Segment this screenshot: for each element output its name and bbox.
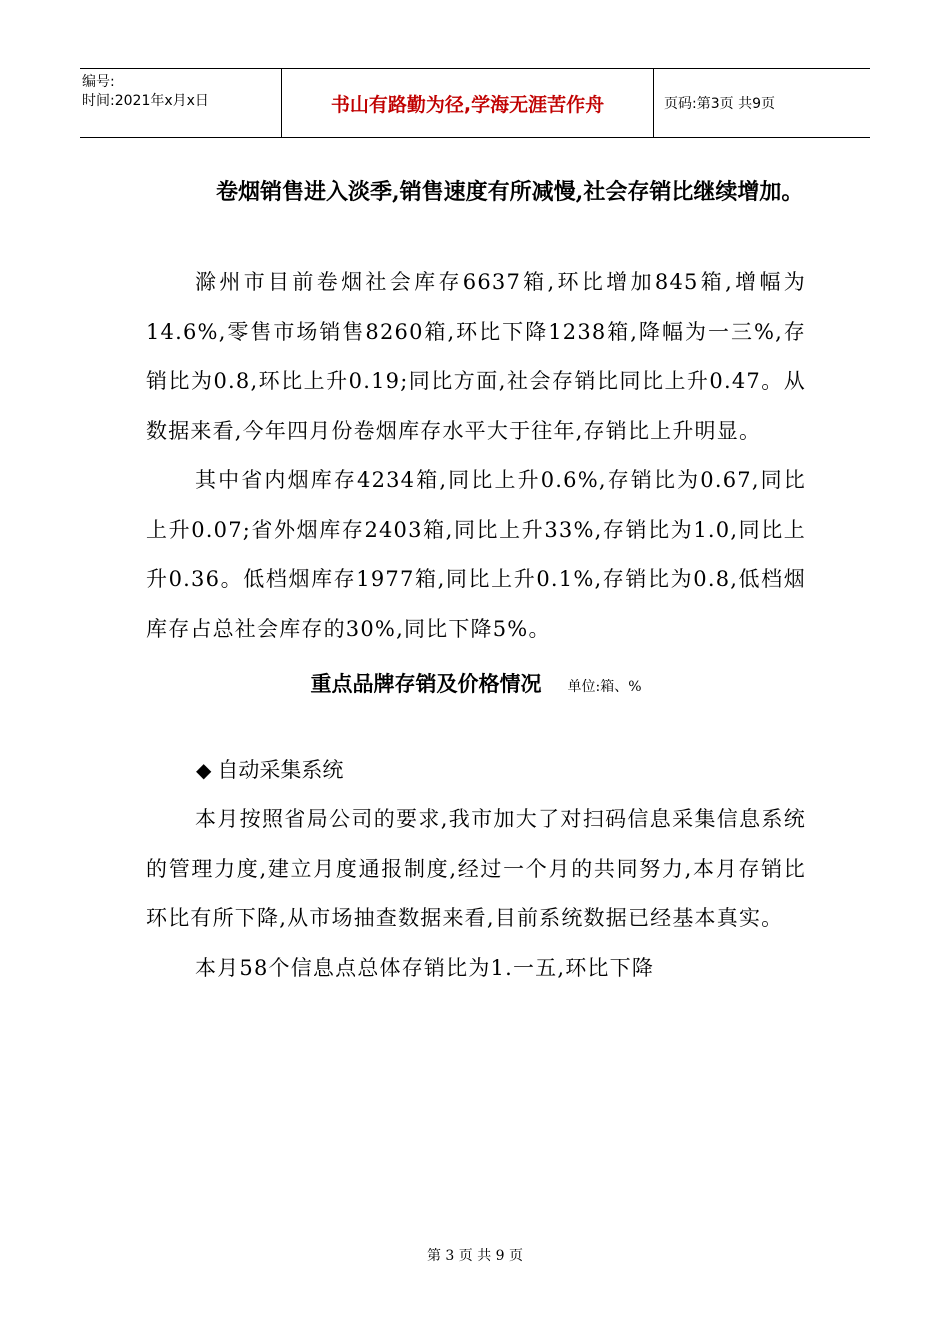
paragraph: 滁州市目前卷烟社会库存6637箱,环比增加845箱,增幅为14.6%,零售市场销售8260箱,环比下降1238箱,降幅为一三%,存销比为0.8,环比上升0.19;同比方面,社会存销比同比上升0.47。从数据来看,今年四月份卷烟库存水平大于往年,存销比上升明显。	[146, 270, 806, 443]
table-unit: 单位:箱、%	[567, 679, 642, 695]
diamond-bullet-icon: ◆	[196, 758, 212, 782]
document-body	[146, 168, 806, 993]
table-title: 重点品牌存销及价格情况	[310, 671, 542, 696]
header-meta	[80, 69, 282, 137]
document-time-label: 时间:2021年x月x日	[82, 93, 209, 109]
page-header	[80, 68, 870, 138]
section-heading: 卷烟销售进入淡季,销售速度有所减慢,社会存销比继续增加。	[216, 179, 804, 205]
table-caption	[146, 654, 806, 717]
document-number-label: 编号:	[82, 74, 115, 90]
paragraph: 本月按照省局公司的要求,我市加大了对扫码信息采集信息系统的管理力度,建立月度通报制度,经过一个月的共同努力,本月存销比环比有所下降,从市场抽查数据来看,目前系统数据已经基本真实。	[146, 807, 806, 930]
paragraph: 本月58个信息点总体存销比为1.一五,环比下降	[195, 955, 655, 980]
section-title	[146, 745, 806, 795]
header-page-number: 页码:第3页 共9页	[664, 96, 775, 112]
page-footer: 第 3 页 共 9 页	[426, 1248, 524, 1264]
header-motto: 书山有路勤为径,学海无涯苦作舟	[282, 69, 654, 137]
section-title-text: 自动采集系统	[217, 758, 344, 782]
paragraph: 其中省内烟库存4234箱,同比上升0.6%,存销比为0.67,同比上升0.07;省外烟库存2403箱,同比上升33%,存销比为1.0,同比上升0.36。低档烟库存1977箱,同比上升0.1%,存销比为0.8,低档烟库存占总社会库存的30%,同比下降5%。	[146, 468, 806, 641]
